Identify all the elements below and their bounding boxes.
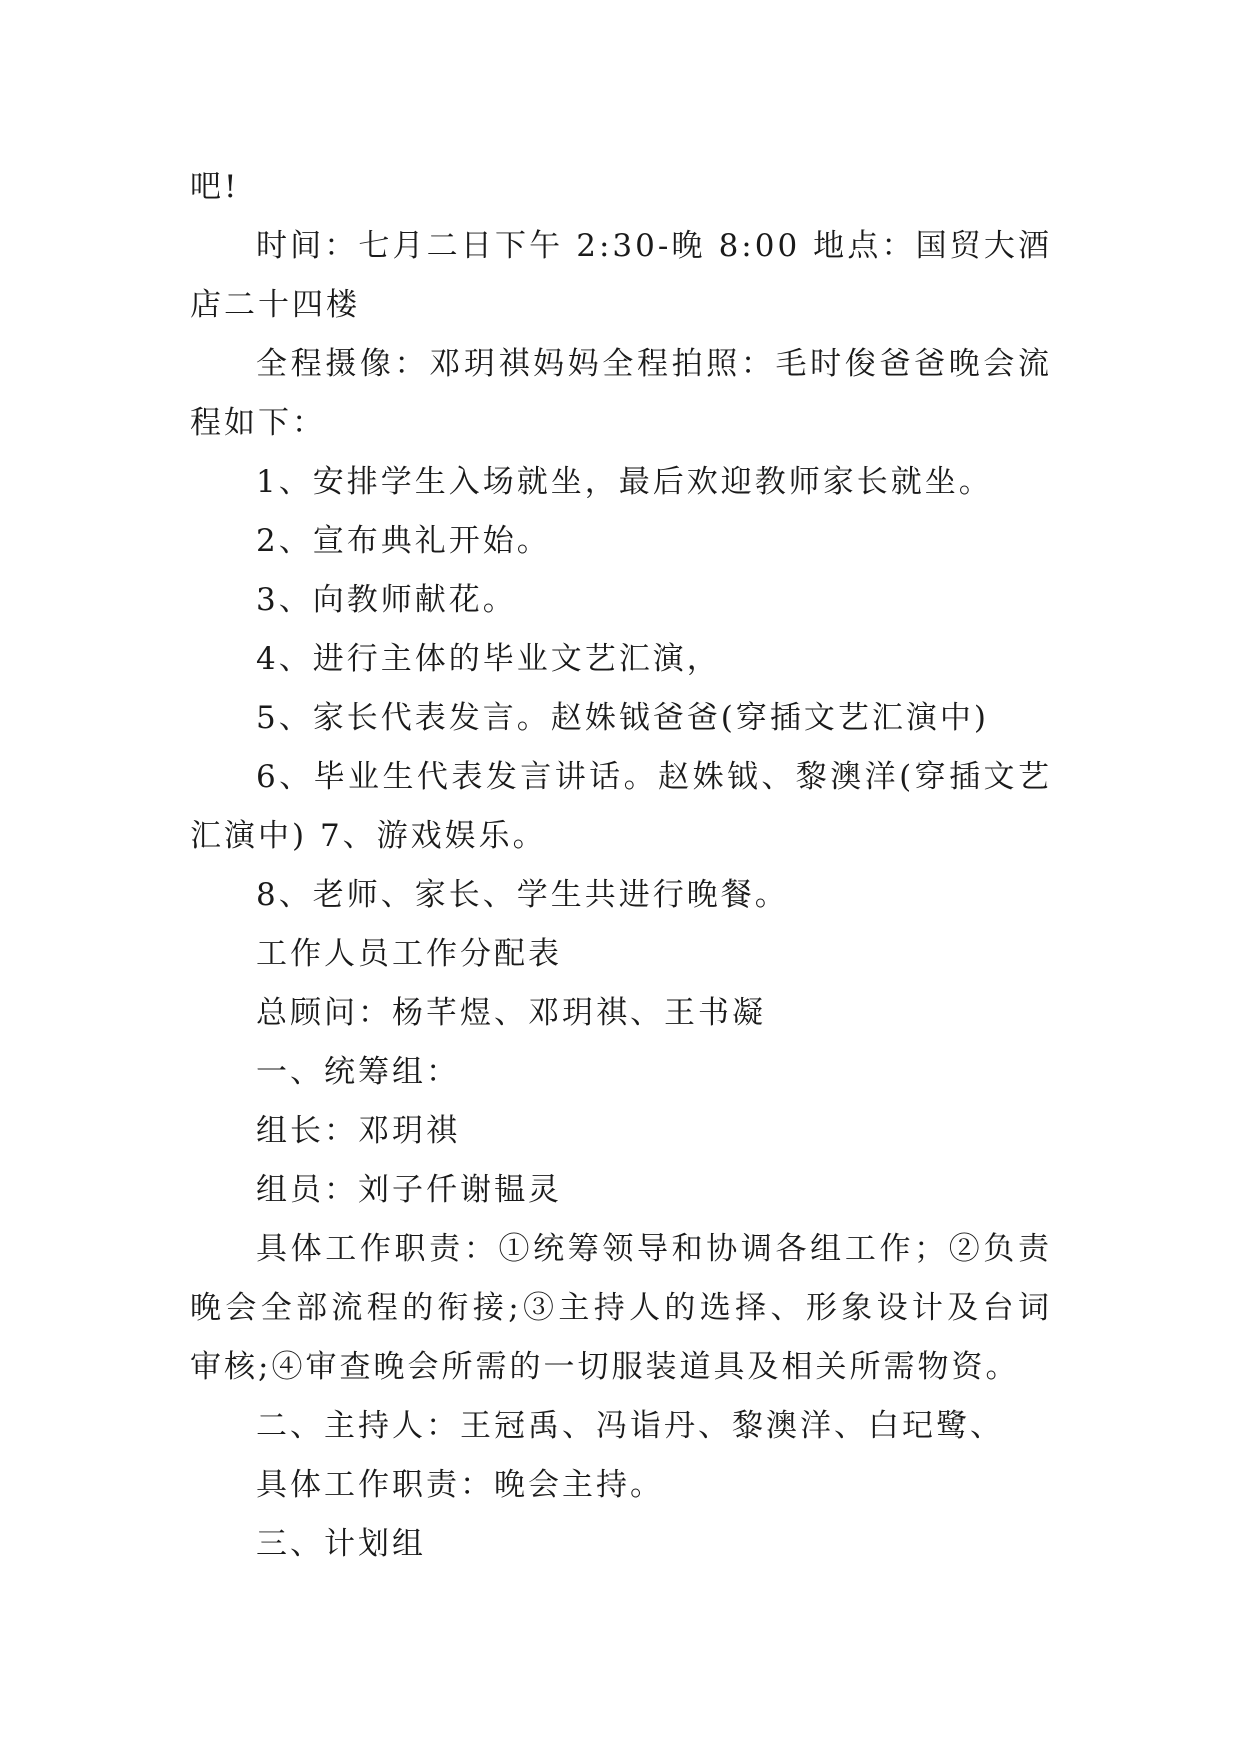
paragraph-0: 吧!	[190, 169, 240, 205]
paragraph-photography: 全程摄像：邓玥祺妈妈全程拍照：毛时俊爸爸晚会流程如下：	[190, 346, 1052, 441]
list-item-4: 4、进行主体的毕业文艺汇演，	[256, 641, 721, 677]
document-body	[190, 158, 1052, 1574]
paragraph-advisors: 总顾问：杨芊煜、邓玥祺、王书凝	[256, 995, 766, 1031]
paragraph-duties: 具体工作职责：①统筹领导和协调各组工作；②负责晚会全部流程的衔接;③主持人的选择、形象设计及台词审核;④审查晚会所需的一切服装道具及相关所需物资。	[190, 1231, 1052, 1385]
list-item-3: 3、向教师献花。	[256, 582, 517, 618]
paragraph-leader: 组长：邓玥祺	[256, 1113, 460, 1149]
list-item-2: 2、宣布典礼开始。	[256, 523, 551, 559]
section-heading-staff: 工作人员工作分配表	[256, 936, 562, 972]
section-coordination: 一、统筹组：	[256, 1054, 460, 1090]
section-hosts: 二、主持人：王冠禹、冯诣丹、黎澳洋、白玘鹭、	[256, 1408, 1004, 1444]
list-item-1: 1、安排学生入场就坐，最后欢迎教师家长就坐。	[256, 464, 993, 500]
paragraph-time-location: 时间：七月二日下午 2:30-晚 8:00 地点：国贸大酒店二十四楼	[190, 228, 1052, 323]
list-item-8: 8、老师、家长、学生共进行晚餐。	[256, 877, 789, 913]
list-item-5: 5、家长代表发言。赵姝钺爸爸(穿插文艺汇演中)	[256, 700, 989, 736]
paragraph-host-duties: 具体工作职责：晚会主持。	[256, 1467, 664, 1503]
section-planning: 三、计划组	[256, 1526, 426, 1562]
list-item-6-7: 6、毕业生代表发言讲话。赵姝钺、黎澳洋(穿插文艺汇演中) 7、游戏娱乐。	[190, 759, 1052, 854]
paragraph-members: 组员：刘子仟谢韫灵	[256, 1172, 562, 1208]
